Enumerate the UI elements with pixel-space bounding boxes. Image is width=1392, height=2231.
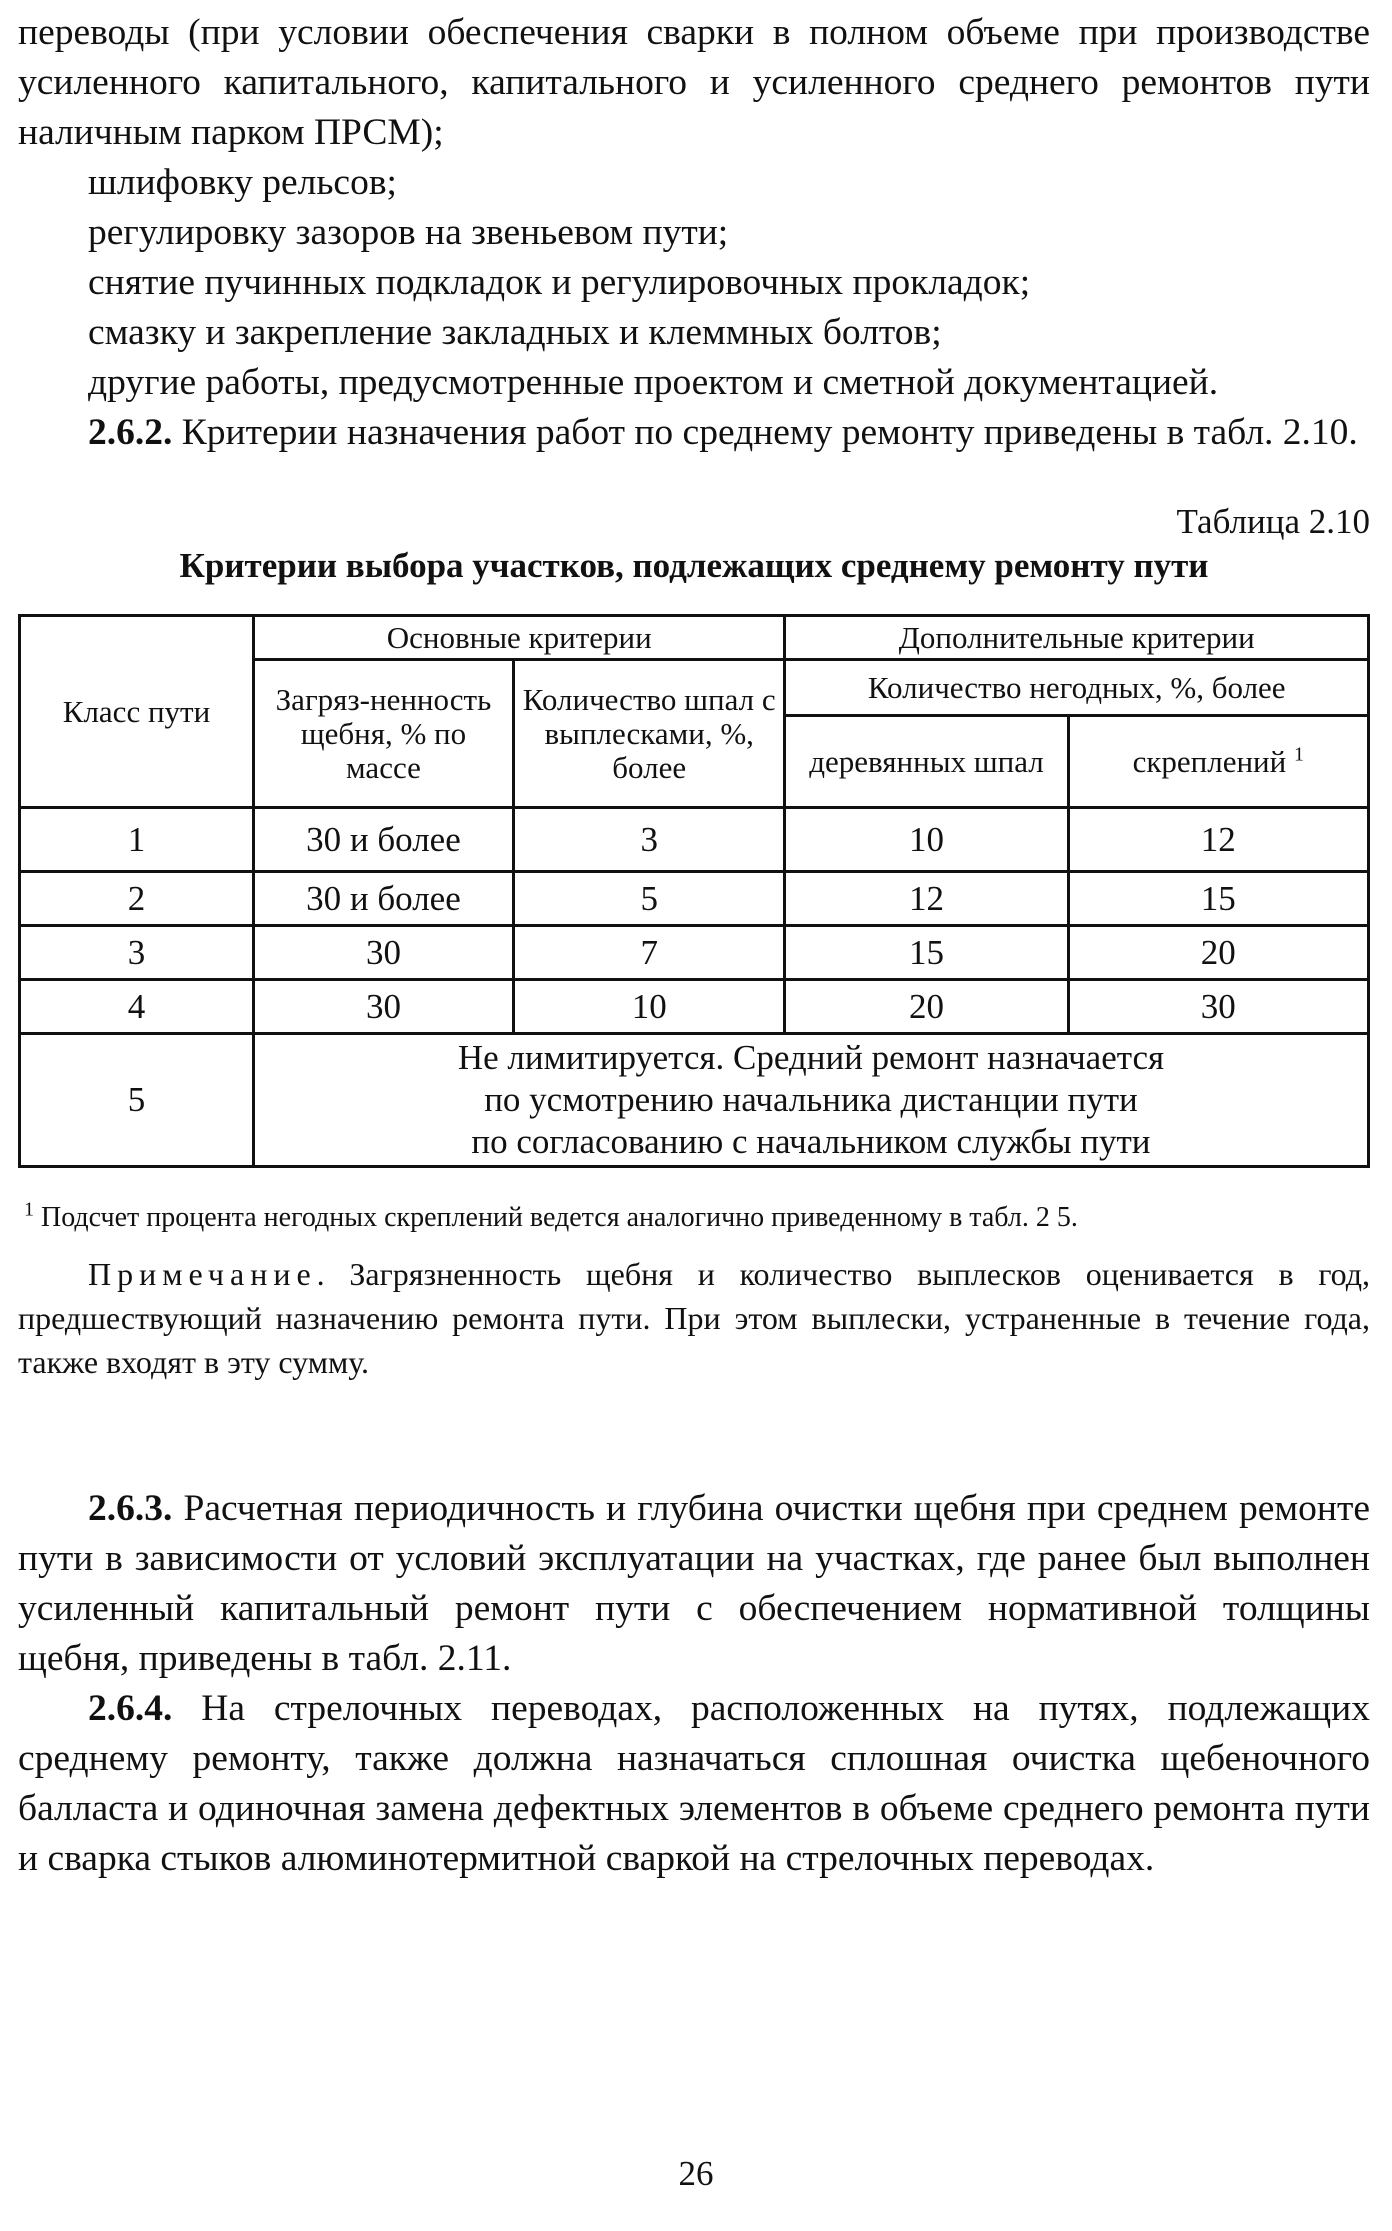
cell-splash: 7 — [513, 926, 785, 980]
cell-class: 3 — [20, 926, 254, 980]
note — [18, 1252, 1370, 1384]
section-number: 2.6.4. — [88, 1688, 173, 1729]
cell-fasteners: 20 — [1068, 926, 1368, 980]
header-main-criteria: Основные критерии — [253, 616, 785, 660]
header-class: Класс пути — [20, 616, 254, 808]
cell-fasteners: 12 — [1068, 808, 1368, 872]
table-row — [20, 980, 1369, 1034]
page-number: 26 — [678, 2154, 714, 2193]
paragraph-2-6-3 — [18, 1484, 1370, 1684]
list-item-last: другие работы, предусмотренные проектом и сметной документацией. — [88, 362, 1219, 403]
paragraph-2-6-4 — [18, 1684, 1370, 1884]
cell-ballast: 30 и более — [253, 808, 513, 872]
cell-splash: 5 — [513, 872, 785, 926]
header-sleepers-splash: Количество шпал с выплесками, %, более — [513, 660, 785, 808]
list-item: снятие пучинных подкладок и регулировочных прокладок; — [88, 262, 1031, 303]
list-item: регулировку зазоров на звеньевом пути; — [88, 212, 729, 253]
note-text: . Загрязненность щебня и количество выплесков оценивается в год, предшествующий назначению ремонта пути. При этом выплески, устраненные в течение года, также входят в эту сумму. — [18, 1256, 1370, 1380]
cell-ballast: 30 — [253, 980, 513, 1034]
table-title: Критерии выбора участков, подлежащих среднему ремонту пути — [179, 546, 1209, 585]
header-wood-sleepers: деревянных шпал — [785, 716, 1068, 808]
cell-line: Не лимитируется. Средний ремонт назначается — [457, 1038, 1165, 1077]
section-number: 2.6.3. — [88, 1488, 173, 1529]
header-ballast: Загряз-ненность щебня, % по массе — [253, 660, 513, 808]
table-row — [20, 808, 1369, 872]
header-extra-criteria: Дополнительные критерии — [785, 616, 1369, 660]
footnote — [18, 1200, 1370, 1236]
table-row — [20, 1034, 1369, 1167]
paragraph-text: Критерии назначения работ по среднему ремонту приведены в табл. 2.10. — [172, 412, 1358, 453]
cell-wood: 12 — [785, 872, 1068, 926]
footnote-text: Подсчет процента негодных скреплений ведется аналогично приведенному в табл. 2 5. — [34, 1202, 1078, 1233]
cell-class: 1 — [20, 808, 254, 872]
section-number: 2.6.2. — [88, 412, 173, 453]
header-fasteners-label: скреплений — [1132, 743, 1287, 779]
cell-line: по согласованию с начальником службы пути — [471, 1122, 1151, 1161]
header-unfit: Количество негодных, %, более — [785, 660, 1369, 716]
cell-line: по усмотрению начальника дистанции пути — [484, 1080, 1138, 1119]
page-content — [18, 8, 1370, 1884]
cell-wood: 15 — [785, 926, 1068, 980]
table-row — [20, 926, 1369, 980]
footnote-ref: 1 — [1293, 743, 1304, 766]
intro-paragraph: переводы (при условии обеспечения сварки в полном объеме при производстве усиленного капитального, капитального и усиленного среднего ремонтов пути наличным парком ПРСМ); — [18, 12, 1370, 153]
cell-class: 4 — [20, 980, 254, 1034]
footnote-mark: 1 — [24, 1198, 34, 1221]
cell-not-limited — [253, 1034, 1368, 1167]
cell-class: 5 — [20, 1034, 254, 1167]
paragraph-text: Расчетная периодичность и глубина очистки щебня при среднем ремонте пути в зависимости от условий эксплуатации на участках, где ранее был выполнен усиленный капитальный ремонт пути с обеспечением нормативной толщины щебня, приведены в табл. 2.11. — [18, 1488, 1370, 1679]
cell-ballast: 30 — [253, 926, 513, 980]
cell-wood: 10 — [785, 808, 1068, 872]
cell-fasteners: 15 — [1068, 872, 1368, 926]
table-number: Таблица 2.10 — [1176, 502, 1370, 541]
header-fasteners — [1068, 716, 1368, 808]
cell-splash: 10 — [513, 980, 785, 1034]
table-row — [20, 872, 1369, 926]
criteria-table — [18, 614, 1370, 1168]
list-item: шлифовку рельсов; — [88, 162, 397, 203]
cell-ballast: 30 и более — [253, 872, 513, 926]
cell-wood: 20 — [785, 980, 1068, 1034]
cell-splash: 3 — [513, 808, 785, 872]
note-label: Примечание — [88, 1256, 317, 1292]
cell-fasteners: 30 — [1068, 980, 1368, 1034]
paragraph-2-6-2 — [18, 408, 1370, 458]
list-item: смазку и закрепление закладных и клеммных болтов; — [88, 312, 942, 353]
paragraph-text: На стрелочных переводах, расположенных на путях, подлежащих среднему ремонту, также должна назначаться сплошная очистка щебеночного балласта и одиночная замена дефектных элементов в объеме среднего ремонта пути и сварка стыков алюминотермитной сваркой на стрелочных переводах. — [18, 1688, 1370, 1879]
cell-class: 2 — [20, 872, 254, 926]
